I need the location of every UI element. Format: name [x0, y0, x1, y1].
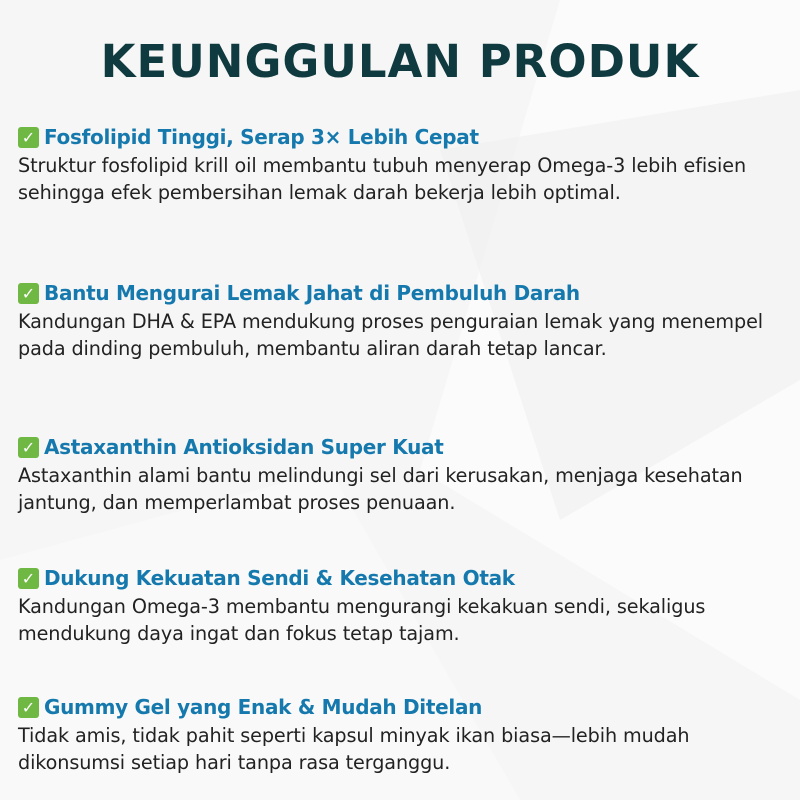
feature-description: Astaxanthin alami bantu melindungi sel dari kerusakan, menjaga kesehatan jantung, dan memperlambat proses penuaan. [18, 464, 743, 514]
feature-heading [18, 122, 788, 152]
feature-item-sendi-otak [18, 563, 788, 647]
feature-title: Gummy Gel yang Enak & Mudah Ditelan [44, 695, 483, 719]
feature-title: Fosfolipid Tinggi, Serap 3× Lebih Cepat [44, 125, 479, 149]
feature-item-fosfolipid [18, 122, 788, 206]
feature-heading [18, 563, 788, 593]
check-icon: ✓ [18, 283, 39, 304]
feature-description: Kandungan Omega-3 membantu mengurangi kekakuan sendi, sekaligus mendukung daya ingat dan fokus tetap tajam. [18, 595, 706, 645]
feature-item-gummy-gel [18, 692, 788, 776]
check-icon: ✓ [18, 437, 39, 458]
feature-title: Astaxanthin Antioksidan Super Kuat [44, 435, 444, 459]
feature-item-astaxanthin [18, 432, 788, 516]
feature-heading [18, 692, 788, 722]
check-icon: ✓ [18, 127, 39, 148]
feature-description: Kandungan DHA & EPA mendukung proses penguraian lemak yang menempel pada dinding pembuluh, membantu aliran darah tetap lancar. [18, 310, 764, 360]
check-icon: ✓ [18, 697, 39, 718]
feature-title: Dukung Kekuatan Sendi & Kesehatan Otak [44, 566, 515, 590]
feature-heading [18, 278, 788, 308]
page-title: KEUNGGULAN PRODUK [100, 35, 700, 88]
check-icon: ✓ [18, 568, 39, 589]
feature-description: Struktur fosfolipid krill oil membantu tubuh menyerap Omega-3 lebih efisien sehingga efek pembersihan lemak darah bekerja lebih optimal. [18, 154, 747, 204]
feature-description: Tidak amis, tidak pahit seperti kapsul minyak ikan biasa—lebih mudah dikonsumsi setiap hari tanpa rasa terganggu. [18, 724, 690, 774]
feature-heading [18, 432, 788, 462]
feature-item-lemak-jahat [18, 278, 788, 362]
feature-title: Bantu Mengurai Lemak Jahat di Pembuluh Darah [44, 281, 580, 305]
